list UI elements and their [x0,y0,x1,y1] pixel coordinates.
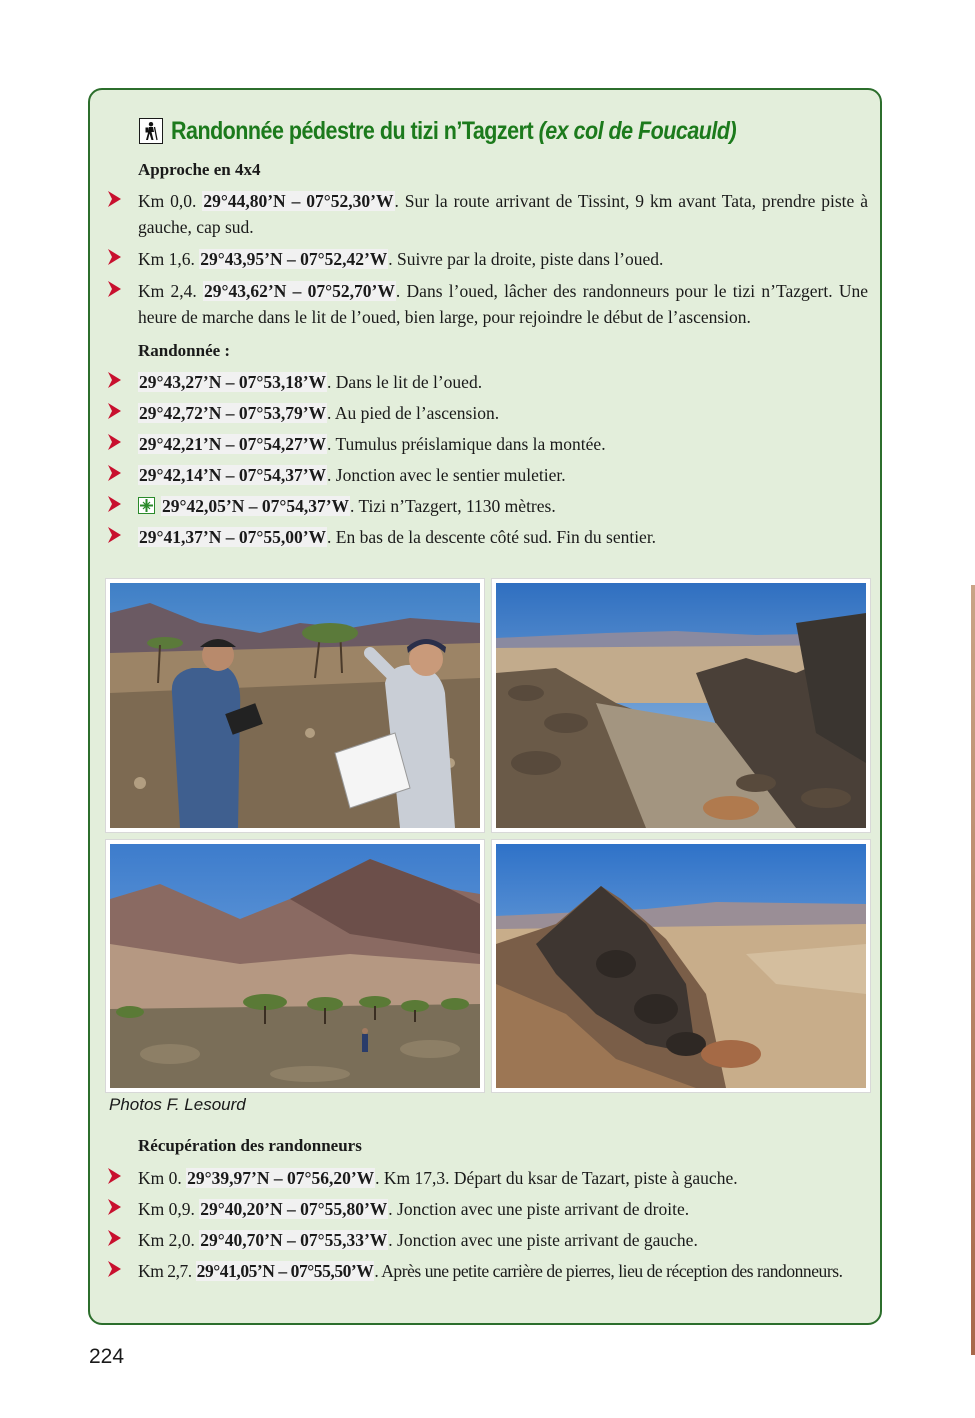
gps-coordinate: 29°44,80’N – 07°52,30’W [203,191,394,211]
bullet-arrow-icon [108,1168,121,1184]
list-item [108,1196,868,1222]
list-item [108,431,868,457]
pass-waypoint-icon [138,497,155,514]
item-text: . Au pied de l’ascension. [327,403,500,423]
gps-coordinate: 29°42,72’N – 07°53,79’W [139,403,327,423]
item-text: . Dans le lit de l’oued. [327,372,483,392]
item-label: Km 1,6. [138,249,200,269]
gps-coordinate: 29°40,20’N – 07°55,80’W [200,1199,388,1219]
photo-valley-acacias [106,840,484,1092]
item-text: . Jonction avec le sentier muletier. [327,465,566,485]
list-item [108,400,868,426]
bullet-arrow-icon [108,434,121,450]
page-number: 224 [89,1345,125,1368]
hike-heading: Randonnée : [138,341,231,360]
item-text: . Après une petite carrière de pierres, lieu de réception des randonneurs. [374,1261,843,1281]
photo-hikers-with-map [106,579,484,832]
route-panel [88,88,882,1325]
item-text: . Tizi n’Tazgert, 1130 mètres. [350,496,556,516]
gps-coordinate: 29°40,70’N – 07°55,33’W [200,1230,388,1250]
gps-coordinate: 29°43,95’N – 07°52,42’W [200,249,388,269]
bullet-arrow-icon [108,527,121,543]
item-text: . Sur la route arrivant de Tissint, 9 km avant Tata, prendre piste à gauche, cap sud. [138,191,869,237]
item-label: Km 2,7. [138,1261,196,1281]
recovery-list [108,1165,868,1289]
bullet-arrow-icon [108,1261,121,1277]
bullet-arrow-icon [108,1199,121,1215]
title-row [139,114,828,148]
gps-coordinate: 29°41,05’N – 07°55,50’W [196,1261,374,1281]
bullet-arrow-icon [108,249,121,265]
bullet-arrow-icon [108,496,121,512]
bullet-arrow-icon [108,465,121,481]
list-item [108,1227,868,1253]
title-italic: (ex col de Foucauld) [538,116,737,145]
list-item [108,1165,868,1191]
list-item [108,246,868,272]
item-label: Km 0. [138,1168,187,1188]
bullet-arrow-icon [108,1230,121,1246]
item-label: Km 2,0. [138,1230,200,1250]
list-item [108,462,868,488]
item-text: . Jonction avec une piste arrivant de droite. [388,1199,690,1219]
item-text: . Jonction avec une piste arrivant de gauche. [388,1230,698,1250]
hike-list [108,369,868,555]
bullet-arrow-icon [108,281,121,297]
gps-coordinate: 29°43,27’N – 07°53,18’W [139,372,327,392]
gps-coordinate: 29°41,37’N – 07°55,00’W [139,527,327,547]
gps-coordinate: 29°42,05’N – 07°54,37’W [162,496,350,516]
list-item [108,278,868,330]
bullet-arrow-icon [108,191,121,207]
item-label: Km 0,9. [138,1199,200,1219]
approach-heading: Approche en 4x4 [138,160,261,179]
item-label: Km 0,0. [138,191,203,211]
list-item [108,1258,868,1284]
list-item [108,369,868,395]
gps-coordinate: 29°42,21’N – 07°54,27’W [139,434,327,454]
page-edge-tab [971,585,975,1355]
list-item [108,188,868,240]
page-title [171,117,736,146]
photo-descent-trail [492,579,870,832]
gps-coordinate: 29°39,97’N – 07°56,20’W [187,1168,375,1188]
item-text: . En bas de la descente côté sud. Fin du sentier. [327,527,657,547]
item-text: . Suivre par la droite, piste dans l’oued. [388,249,664,269]
item-text: . Km 17,3. Départ du ksar de Tazart, piste à gauche. [375,1168,738,1188]
recovery-heading: Récupération des randonneurs [138,1136,362,1155]
item-text: . Tumulus préislamique dans la montée. [327,434,606,454]
item-label: Km 2,4. [138,281,204,301]
hiker-icon [139,118,163,144]
bullet-arrow-icon [108,403,121,419]
photo-rocky-ridge [492,840,870,1092]
list-item [108,524,868,550]
bullet-arrow-icon [108,372,121,388]
gps-coordinate: 29°42,14’N – 07°54,37’W [139,465,327,485]
approach-list [108,188,868,336]
title-main: Randonnée pédestre du tizi n’Tagzert [171,116,534,145]
list-item [108,493,868,519]
photo-caption: Photos F. Lesourd [109,1095,246,1114]
item-text: . Dans l’oued, lâcher des randonneurs pour le tizi n’Tazgert. Une heure de marche dans le lit de l’oued, bien large, pour rejoindre le début de l’ascension. [138,281,868,327]
gps-coordinate: 29°43,62’N – 07°52,70’W [204,281,395,301]
